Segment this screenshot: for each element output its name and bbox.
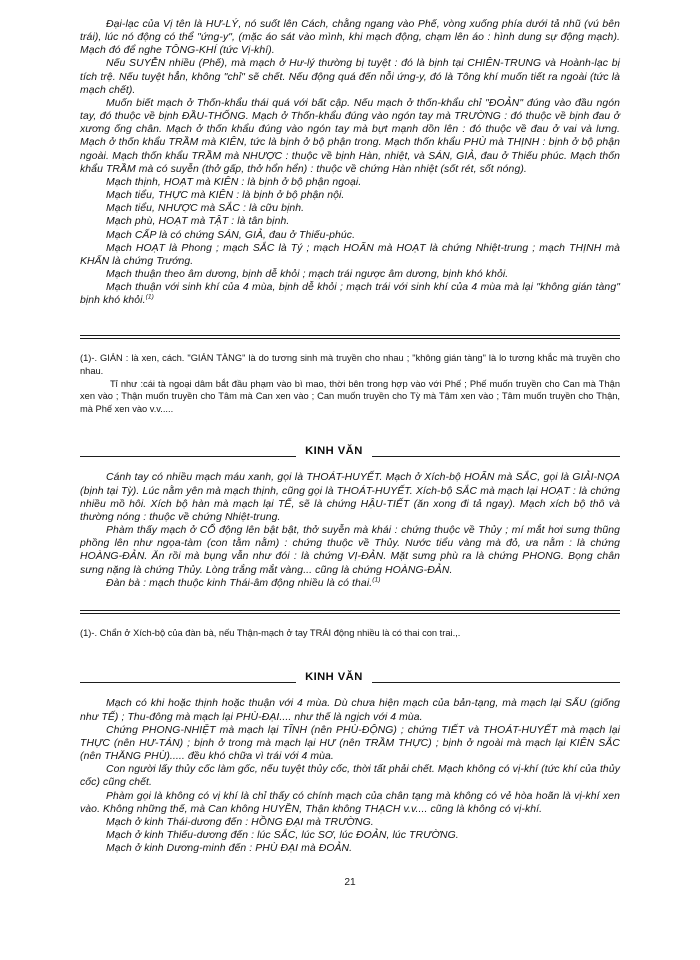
divider-rule-right <box>372 673 620 683</box>
paragraph-with-footnote <box>80 281 620 307</box>
kinhvan-divider <box>80 667 620 683</box>
kinhvan-divider <box>80 441 620 457</box>
paragraph-with-footnote <box>80 577 620 590</box>
footnote-2 <box>80 627 620 640</box>
paragraph-text: Mạch thuận với sinh khí của 4 mùa, bịnh dễ khỏi ; mạch trái với sinh khí của 4 mùa mà lại "không gián tàng" bịnh khó khỏi. <box>80 282 620 307</box>
footnote-line: (1)-. GIÁN : là xen, cách. "GIÁN TÀNG" là do tương sinh mà truyền cho nhau ; "không gián tàng" là lo tương khắc mà truyền cho nhau. <box>80 353 620 377</box>
paragraph: Đại-lạc của Vị tên là HƯ-LÝ, nó suốt lên Cách, chằng ngang vào Phế, vòng xuống phía dưới tả nhũ (vú bên trái), lúc nó động có thể "ứng-y", (mặc áo sát vào mình, khi mạch động, chạm lên áo : hình dung sự động mạch). Mạch đó để nghe TÔNG-KHÍ (tức Vị-khí). <box>80 19 620 57</box>
statement-line: Mạch ở kinh Thái-dương đến : HỒNG ĐẠI mà TRƯỜNG. <box>106 816 374 828</box>
statement-line: Mạch tiểu, NHƯỢC mà SẮC : là cữu bịnh. <box>106 203 305 215</box>
paragraph: Phàm thấy mạch ở CỔ động lên bật bật, thở suyễn mà khái : chứng thuộc về Thủy ; mí mắt hơi sưng thũng phồng lên như ngọa-tàm (con tằm nằm) : chứng thuộc về Thủy. Nước tiểu vàng mà đỏ, ưa nằm : là chứng HOÀNG-ĐẢN. Ăn rồi mà bụng vẫn như đói : là chứng VỊ-ĐẢN. Mặt sưng phù ra là chứng PHONG. Bọng chân sưng nặng là chứng Thủy. Lòng trắng mắt vàng... cũng là chứng HOÀNG-ĐẢN. <box>80 525 620 576</box>
paragraph: Mạch có khi hoặc thịnh hoặc thuận với 4 mùa. Dù chưa hiện mạch của bản-tạng, mà mạch lại SẨU (giống như TẾ) ; Thu-đông mà mạch lại PHÙ-ĐẠI.... như thế là ngịch với 4 mùa. <box>80 698 620 723</box>
page-number: 21 <box>344 877 356 889</box>
paragraph: Muốn biết mạch ở Thốn-khẩu thái quá với bất cập. Nếu mạch ở thốn-khẩu chỉ "ĐOẢN" đúng vào đầu ngón tay, đó thuộc về bịnh ĐẦU-THỐNG. Mạch ở Thốn-khẩu đúng vào ngón tay mà TRƯỜNG : đó thuộc về bịnh đau ở xương ống chân. Mạch ở thốn khẩu đúng vào ngón tay mà bựt mạnh dồn lên : đó thuộc về đau ở vai và lưng. Mạch ở thốn khẩu TRẦM mà KIÊN, tức là bịnh ở bộ phận trong. Mạch thốn khẩu PHÙ mà THỊNH : bịnh ở bộ phận ngoài. Mạch thốn khẩu TRẦM mà NHƯỢC : thuộc về bịnh Hàn, nhiệt, và SÁN, GIẢ, đau ở Thiếu phúc. Mạch thốn khẩu TRẦM mà có suyễn (thở gấp, thở hổn hển) : thuộc về chứng Hàn nhiệt (sốt rét, sốt nóng). <box>80 97 620 175</box>
paragraph: Mạch HOẠT là Phong ; mạch SẮC là Tý ; mạch HOÃN mà HOẠT là chứng Nhiệt-trung ; mạch THỊNH mà KHẨN là chứng Trướng. <box>80 242 620 267</box>
statement-line: Mạch CẤP là có chứng SÁN, GIẢ, đau ở Thiếu-phúc. <box>106 229 356 241</box>
paragraph: Chứng PHONG-NHIỆT mà mạch lại TĨNH (nên PHÙ-ĐỘNG) ; chứng TIẾT và THOÁT-HUYẾT mà mạch lại THỰC (nên HƯ-TÁN) ; bịnh ở trong mà mạch lại HƯ (nên TRẦM THỰC) ; bịnh ở ngoài mà mạch lại KIÊN SẮC (nên THĂNG PHÙ)..... đều khó chữa vì trái với 4 mùa. <box>80 724 620 763</box>
statement-line: Mạch thịnh, HOẠT mà KIÊN : là bịnh ở bộ phận ngoại. <box>106 176 362 188</box>
intro-section <box>80 18 620 307</box>
kinhvan-section-1 <box>80 471 620 589</box>
paragraph: Con người lấy thủy cốc làm gốc, nếu tuyệt thủy cốc, thời tất phải chết. Mạch không có vị-khí (tức khí của thủy cốc) cũng chết. <box>80 764 620 789</box>
footnote-line: (1)-. Chẩn ở Xích-bộ của đàn bà, nếu Thận-mạch ở tay TRÁI động nhiều là có thai con trai.,. <box>80 627 461 638</box>
paragraph-text: Đàn bà : mạch thuộc kinh Thái-âm động nhiều là có thai. <box>106 577 373 589</box>
kinhvan-label: KINH VĂN <box>305 445 363 458</box>
paragraph: Phàm gọi là không có vị khí là chỉ thấy có chính mạch của chân tạng mà không có vẻ hòa hoãn là vị-khí xen vào. Không những thế, mà Can không HUYỀN, Thận không THẠCH v.v.... cũng là không có vị-khí. <box>80 790 620 815</box>
statement-line: Mạch ở kinh Thiếu-dương đến : lúc SẮC, lúc SƠ, lúc ĐOẢN, lúc TRƯỜNG. <box>106 829 459 841</box>
footnote-marker: (1) <box>372 576 381 584</box>
divider-rule-left <box>80 447 296 457</box>
kinhvan-label: KINH VĂN <box>305 671 363 684</box>
footnote-marker: (1) <box>145 293 154 301</box>
statement-line: Mạch ở kinh Dương-minh đến : PHÙ ĐẠI mà ĐOẢN. <box>106 843 353 855</box>
paragraph: Mạch thuận theo âm dương, bịnh dễ khỏi ; mạch trái ngược âm dương, bịnh khó khỏi. <box>106 268 509 280</box>
divider-rule-left <box>80 673 296 683</box>
statement-line: Mạch phù, HOẠT mà TẬT : là tân bịnh. <box>106 216 290 228</box>
paragraph: Nếu SUYỄN nhiều (Phế), mà mạch ở Hư-lý thường bị tuyệt : đó là bịnh tại CHIÊN-TRUNG và Hoành-lạc bị tích trệ. Nếu tuyệt hẳn, không "chỉ" sẽ chết. Nếu động quá đến nỗi ứng-y, đó là Tông khí muốn tiết ra ngoài (tức là mạch chết). <box>80 58 620 96</box>
kinhvan-section-2 <box>80 697 620 855</box>
footnote-line: Tỉ như :cái tà ngoại dâm bắt đầu phạm vào bì mao, thời bên trong hợp vào với Phế ; Phế muốn truyền cho Can mà Thận xen vào ; Thận muốn truyền cho Tâm mà Can xen vào ; Can muốn truyền cho Tỳ mà Tâm xen vào ; Tâm muốn truyền cho Thận, mà Phế xen vào v.v..... <box>80 378 620 414</box>
divider-rule-right <box>372 447 620 457</box>
paragraph: Cánh tay có nhiều mạch máu xanh, gọi là THOÁT-HUYẾT. Mạch ở Xích-bộ HOÃN mà SẮC, gọi là GIẢI-NỌA (bịnh tại Tỳ). Lúc nằm yên mà mạch thịnh, cũng gọi là THOÁT-HUYẾT. Xích-bộ SẮC mà mạch lại HOẠT : là chứng nhiều mồ hôi. Xích bộ hàn mà mạch lại TẾ, sẽ là chứng HẬU-TIẾT (ăn xong đi tả ngay). Mạch xích bộ thô và thường nóng : thuộc về chứng Nhiệt-trung. <box>80 472 620 523</box>
footnote-1 <box>80 352 620 415</box>
statement-line: Mạch tiểu, THỰC mà KIÊN : là bịnh ở bộ phận nội. <box>106 190 345 202</box>
